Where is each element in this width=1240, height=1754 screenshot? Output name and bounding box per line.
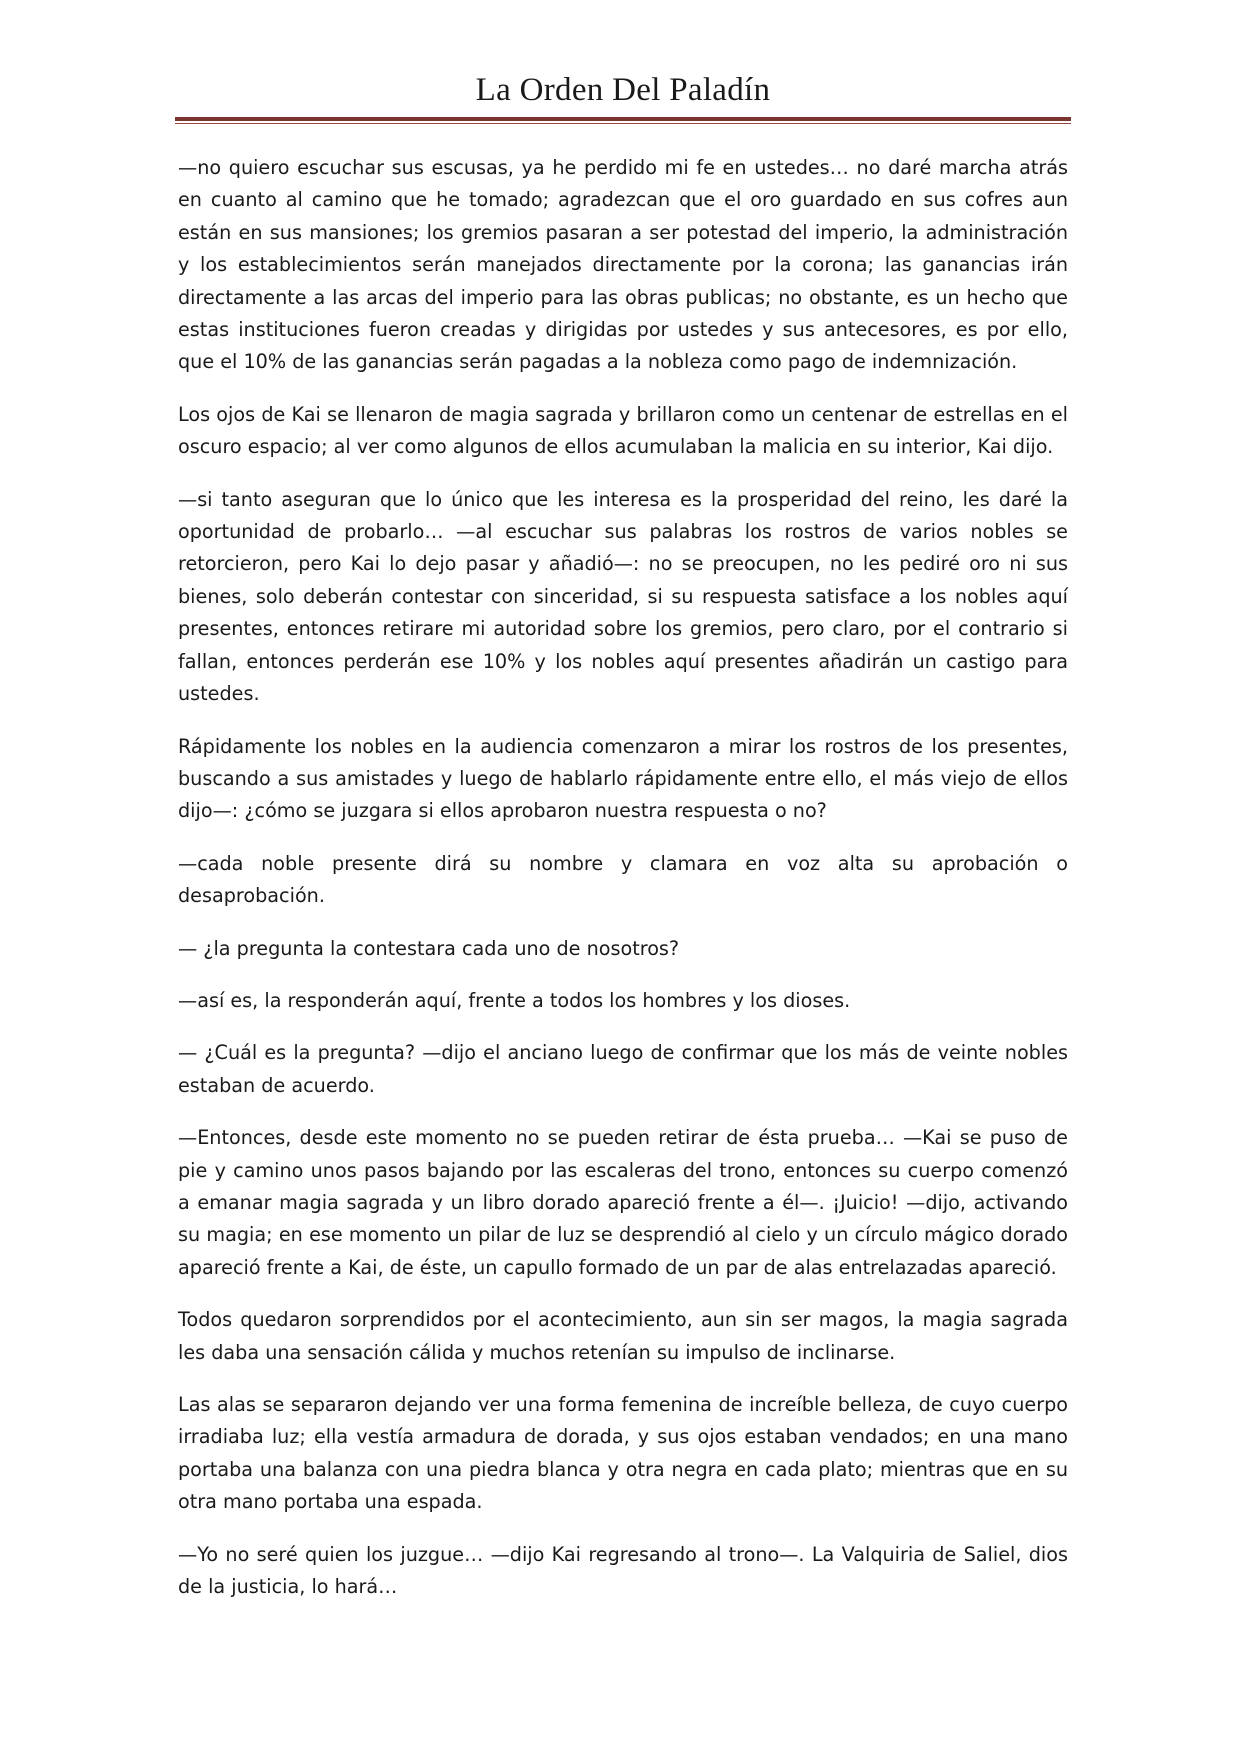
paragraph: —si tanto aseguran que lo único que les interesa es la prosperidad del reino, les daré la oportunidad de probarlo… —al escuchar sus palabras los rostros de varios nobles se retorcieron, pero Kai lo dejo pasar y añadió—: no se preocupen, no les pediré oro ni sus bienes, solo deberán contestar con sinceridad, si su respuesta satisface a los nobles aquí presentes, entonces retirare mi autoridad sobre los gremios, pero claro, por el contrario si fallan, entonces perderán ese 10% y los nobles aquí presentes añadirán un castigo para ustedes. <box>178 487 1068 706</box>
paragraph: —cada noble presente dirá su nombre y clamara en voz alta su aprobación o desaprobación. <box>178 851 1068 908</box>
header-rule <box>175 117 1071 124</box>
page-header-title: La Orden Del Paladín <box>475 72 771 108</box>
paragraph: Todos quedaron sorprendidos por el acontecimiento, aun sin ser magos, la magia sagrada les daba una sensación cálida y muchos retenían su impulso de inclinarse. <box>178 1308 1068 1364</box>
paragraph: — ¿la pregunta la contestara cada uno de nosotros? <box>178 936 680 960</box>
paragraph: — ¿Cuál es la pregunta? —dijo el anciano luego de confirmar que los más de veinte nobles estaban de acuerdo. <box>178 1041 1068 1097</box>
paragraph: —Entonces, desde este momento no se pueden retirar de ésta prueba… —Kai se puso de pie y camino unos pasos bajando por las escaleras del trono, entonces su cuerpo comenzó a emanar magia sagrada y un libro dorado apareció frente a él—. ¡Juicio! —dijo, activando su magia; en ese momento un pilar de luz se desprendió al cielo y un círculo mágico dorado apareció frente a Kai, de éste, un capullo formado de un par de alas entrelazadas apareció. <box>178 1126 1068 1279</box>
paragraph: Las alas se separaron dejando ver una forma femenina de increíble belleza, de cuyo cuerpo irradiaba luz; ella vestía armadura de dorada, y sus ojos estaban vendados; en una mano portaba una balanza con una piedra blanca y otra negra en cada plato; mientras que en su otra mano portaba una espada. <box>178 1393 1068 1514</box>
paragraph: —Yo no seré quien los juzgue… —dijo Kai regresando al trono—. La Valquiria de Saliel, dios de la justicia, lo hará… <box>178 1542 1068 1599</box>
paragraph: Rápidamente los nobles en la audiencia comenzaron a mirar los rostros de los presentes, buscando a sus amistades y luego de hablarlo rápidamente entre ello, el más viejo de ellos dijo—: ¿cómo se juzgara si ellos aprobaron nuestra respuesta o no? <box>178 734 1068 823</box>
paragraph: —así es, la responderán aquí, frente a todos los hombres y los dioses. <box>178 988 851 1012</box>
paragraph: —no quiero escuchar sus escusas, ya he perdido mi fe en ustedes… no daré marcha atrás en cuanto al camino que he tomado; agradezcan que el oro guardado en sus cofres aun están en sus mansiones; los gremios pasaran a ser potestad del imperio, la administración y los establecimientos serán manejados directamente por la corona; las ganancias irán directamente a las arcas del imperio para las obras publicas; no obstante, es un hecho que estas instituciones fueron creadas y dirigidas por ustedes y sus antecesores, es por ello, que el 10% de las ganancias serán pagadas a la nobleza como pago de indemnización. <box>178 156 1068 374</box>
paragraph: Los ojos de Kai se llenaron de magia sagrada y brillaron como un centenar de estrellas en el oscuro espacio; al ver como algunos de ellos acumulaban la malicia en su interior, Kai dijo. <box>178 402 1068 459</box>
header-rule-thin <box>175 123 1071 124</box>
body-text <box>178 152 1068 1623</box>
